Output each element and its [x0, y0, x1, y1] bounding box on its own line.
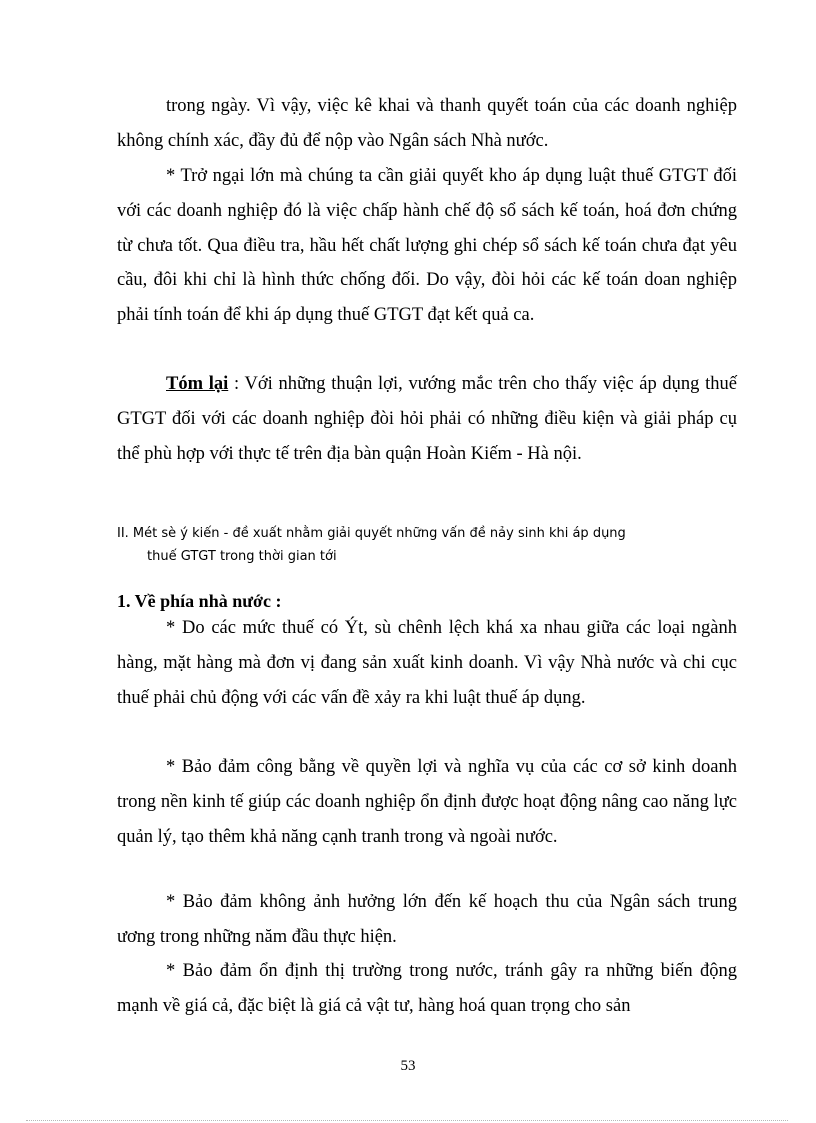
- paragraph-state-2: * Bảo đảm công bằng về quyền lợi và nghĩa vụ của các cơ sở kinh doanh trong nền kinh tế giúp các doanh nghiệp ổn định được hoạt động nâng cao năng lực quản lý, tạo thêm khả năng cạnh tranh trong và ngoài nước.: [117, 757, 737, 847]
- page-number: 53: [400, 1058, 416, 1074]
- paragraph-state-3: * Bảo đảm không ảnh hưởng lớn đến kế hoạch thu của Ngân sách trung ương trong những năm đầu thực hiện.: [117, 892, 737, 947]
- section-heading-line2: thuế GTGT trong thời gian tới: [147, 549, 337, 564]
- paragraph-summary: [117, 367, 737, 471]
- paragraph-obstacle: * Trở ngại lớn mà chúng ta cần giải quyết kho áp dụng luật thuế GTGT đối với các doanh nghiệp đó là việc chấp hành chế độ sổ sách kế toán, hoá đơn chứng từ chưa tốt. Qua điều tra, hầu hết chất lượng ghi chép sổ sách kế toán chưa đạt yêu cầu, đôi khi chỉ là hình thức chống đối. Do vậy, đòi hỏi các kế toán doan nghiệp phải tính toán để khi áp dụng thuế GTGT đạt kết quả ca.: [117, 166, 737, 326]
- section-heading-line1: II. Mét sè ý kiến - đề xuất nhằm giải quyết những vấn đề nảy sinh khi áp dụng: [117, 526, 626, 541]
- paragraph-state-1: * Do các mức thuế có Ýt, sù chênh lệch khá xa nhau giữa các loại ngành hàng, mặt hàng mà đơn vị đang sản xuất kinh doanh. Vì vậy Nhà nước và chi cục thuế phải chủ động với các vấn đề xảy ra khi luật thuế áp dụng.: [117, 618, 737, 708]
- paragraph-continuation: trong ngày. Vì vậy, việc kê khai và thanh quyết toán của các doanh nghiệp không chính xác, đầy đủ để nộp vào Ngân sách Nhà nước.: [117, 96, 737, 151]
- section-heading: [117, 522, 739, 568]
- summary-label: Tóm lại: [166, 374, 229, 394]
- paragraph-state-4: * Bảo đảm ổn định thị trường trong nước, tránh gây ra những biến động mạnh về giá cả, đặc biệt là giá cả vật tư, hàng hoá quan trọng cho sản: [117, 961, 737, 1016]
- bottom-divider: [26, 1120, 788, 1121]
- summary-text: : Với những thuận lợi, vướng mắc trên cho thấy việc áp dụng thuế GTGT đối với các doanh nghiệp đòi hỏi phải có những điều kiện và giải pháp cụ thể phù hợp với thực tế trên địa bàn quận Hoàn Kiếm - Hà nội.: [117, 374, 737, 464]
- sub-heading: 1. Về phía nhà nước :: [117, 591, 282, 611]
